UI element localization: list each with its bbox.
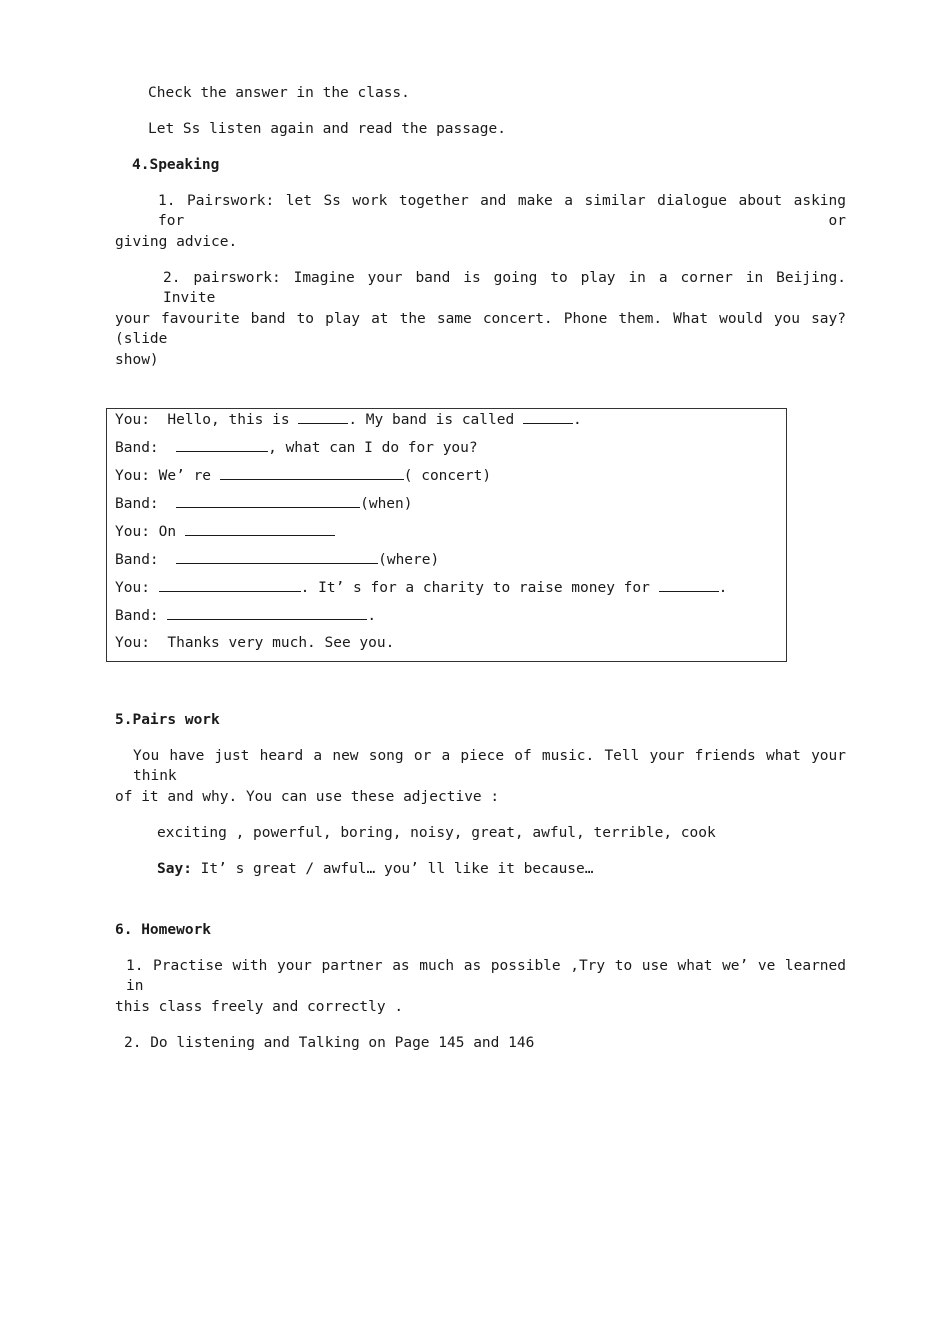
- blank-line: [185, 521, 335, 536]
- speaking-item-2-line-2: your favourite band to play at the same concert. Phone them. What would you say? (slide: [115, 311, 846, 347]
- say-line: [157, 859, 594, 879]
- intro-line-2: Let Ss listen again and read the passage.: [148, 121, 506, 137]
- homework-item-1-line-1: 1. Practise with your partner as much as possible ,Try to use what we’ ve learned in: [126, 958, 846, 994]
- blank-line: [523, 409, 573, 424]
- dialogue-line-4: [115, 493, 413, 514]
- pairs-line-2: of it and why. You can use these adjective :: [115, 789, 500, 805]
- dialogue-text: Band:: [115, 552, 177, 568]
- dialogue-line-1: [115, 409, 582, 430]
- speaking-item-2-line-3: show): [115, 352, 159, 368]
- dialogue-text: You:: [115, 580, 159, 596]
- section-heading-homework: 6. Homework: [115, 922, 212, 938]
- blank-line: [176, 493, 360, 508]
- dialogue-line-2: [115, 437, 478, 458]
- dialogue-text: You: We’ re: [115, 468, 220, 484]
- dialogue-line-6: [115, 549, 439, 570]
- dialogue-line-3: [115, 465, 491, 486]
- blank-line: [659, 577, 719, 592]
- homework-item-1-line-2: this class freely and correctly .: [115, 999, 404, 1015]
- blank-line: [159, 577, 301, 592]
- dialogue-box: [106, 408, 787, 662]
- dialogue-line-8: [115, 605, 376, 626]
- dialogue-text: You: Hello, this is: [115, 412, 299, 428]
- dialogue-text: You: On: [115, 524, 185, 540]
- dialogue-text: Band:: [115, 496, 177, 512]
- dialogue-text: ( concert): [403, 468, 492, 484]
- dialogue-text: . My band is called: [348, 412, 523, 428]
- blank-line: [167, 605, 367, 620]
- speaking-item-1-line-1: 1. Pairswork: let Ss work together and make a similar dialogue about asking for or: [158, 193, 846, 229]
- dialogue-line-7: [115, 577, 727, 598]
- dialogue-text: .: [572, 412, 582, 428]
- adjective-list: exciting , powerful, boring, noisy, great, awful, terrible, cook: [157, 825, 716, 841]
- dialogue-text: Band:: [115, 608, 168, 624]
- dialogue-text: (when): [360, 496, 413, 512]
- speaking-item-1-line-2: giving advice.: [115, 234, 238, 250]
- pairs-line-1: You have just heard a new song or a piece of music. Tell your friends what your think: [133, 748, 846, 784]
- speaking-item-2-line-1: 2. pairswork: Imagine your band is going to play in a corner in Beijing. Invite: [163, 270, 846, 306]
- dialogue-text: .: [367, 608, 377, 624]
- dialogue-line-5: [115, 521, 335, 542]
- say-text: It’ s great / awful… you’ ll like it because…: [191, 861, 594, 877]
- dialogue-text: , what can I do for you?: [268, 440, 478, 456]
- say-label: Say:: [157, 861, 192, 877]
- dialogue-line-9: You: Thanks very much. See you.: [115, 635, 395, 651]
- dialogue-text: . It’ s for a charity to raise money for: [300, 580, 659, 596]
- section-heading-speaking: 4.Speaking: [132, 157, 220, 173]
- dialogue-text: .: [718, 580, 728, 596]
- dialogue-text: (where): [378, 552, 440, 568]
- blank-line: [298, 409, 348, 424]
- intro-line-1: Check the answer in the class.: [148, 85, 410, 101]
- dialogue-text: Band:: [115, 440, 177, 456]
- blank-line: [176, 549, 378, 564]
- homework-item-2: 2. Do listening and Talking on Page 145 and 146: [124, 1035, 535, 1051]
- blank-line: [220, 465, 404, 480]
- section-heading-pairs-work: 5.Pairs work: [115, 712, 220, 728]
- blank-line: [176, 437, 268, 452]
